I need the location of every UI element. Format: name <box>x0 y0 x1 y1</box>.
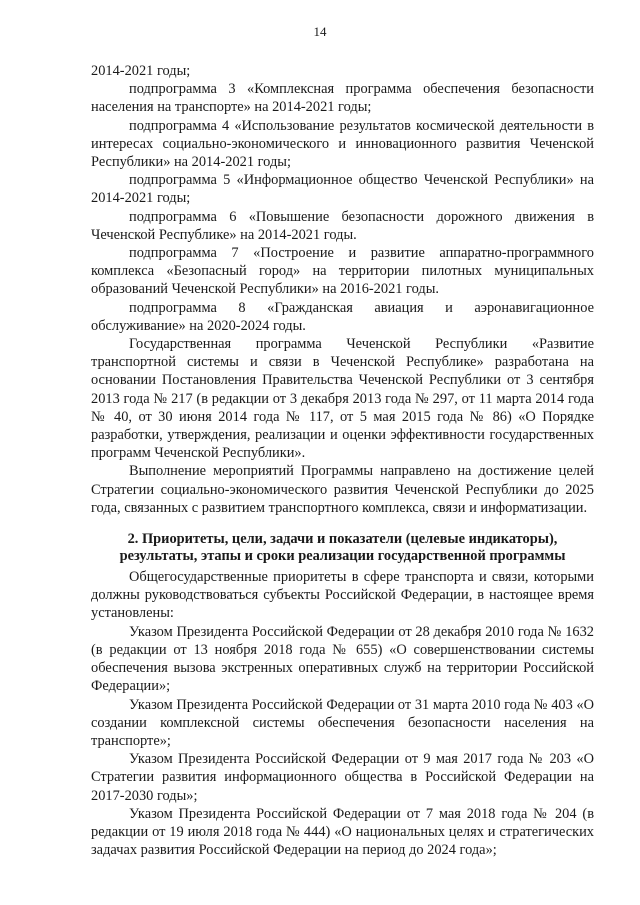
paragraph: подпрограмма 5 «Информационное общество Чеченской Республики» на 2014-2021 годы; <box>91 172 594 207</box>
section-heading-line: 2. Приоритеты, цели, задачи и показатели (целевые индикаторы), <box>127 531 558 548</box>
page-number: 14 <box>313 24 327 39</box>
section-heading-line: результаты, этапы и сроки реализации государственной программы <box>119 547 566 564</box>
paragraph: Указом Президента Российской Федерации от 7 мая 2018 года № 204 (в редакции от 19 июля 2018 года № 444) «О национальных целях и стратегических задачах развития Российской Федерации на период до 2024 года»; <box>91 805 594 859</box>
paragraph: Указом Президента Российской Федерации от 31 марта 2010 года № 403 «О создании комплексной системы обеспечения безопасности населения на транспорте»; <box>91 696 594 749</box>
paragraph: подпрограмма 6 «Повышение безопасности дорожного движения в Чеченской Республике» на 2014-2021 годы. <box>91 208 594 243</box>
paragraph: Указом Президента Российской Федерации от 28 декабря 2010 года № 1632 (в редакции от 13 ноября 2018 года № 655) «О совершенствовании системы обеспечения вызова экстренных оперативных служб на территории Российской Федерации»; <box>91 623 594 695</box>
paragraph: подпрограмма 8 «Гражданская авиация и аэронавигационное обслуживание» на 2020-2024 годы. <box>91 299 594 334</box>
paragraph: Указом Президента Российской Федерации от 9 мая 2017 года № 203 «О Стратегии развития информационного общества в Российской Федерации на 2017-2030 годы»; <box>91 751 594 804</box>
paragraph: Государственная программа Чеченской Республики «Развитие транспортной системы и связи в Чеченской Республике» разработана на основании Постановления Правительства Чеченской Республики от 3 сентября 2013 года № 217 (в редакции от 3 декабря 2013 года № 297, от 11 марта 2014 года № 40, от 30 июня 2014 года № 117, от 5 мая 2015 года № 86) «О Порядке разработки, утверждения, реализации и оценки эффективности государственных программ Чеченской Республики». <box>91 336 594 462</box>
paragraph: подпрограмма 3 «Комплексная программа обеспечения безопасности населения на транспорте» на 2014-2021 годы; <box>91 81 594 116</box>
paragraph: подпрограмма 4 «Использование результатов космической деятельности в интересах социально-экономического и инновационного развития Чеченской Республики» на 2014-2021 годы; <box>91 117 594 171</box>
paragraph: Общегосударственные приоритеты в сфере транспорта и связи, которыми должны руководствоваться субъекты Российской Федерации, в настоящее время установлены: <box>91 569 594 622</box>
paragraph: подпрограмма 7 «Построение и развитие аппаратно-программного комплекса «Безопасный город» на территории пилотных муниципальных образований Чеченской Республики» на 2016-2021 годы. <box>91 245 594 298</box>
paragraph: Выполнение мероприятий Программы направлено на достижение целей Стратегии социально-экономического развития Чеченской Республики до 2025 года, связанных с развитием транспортного комплекса, связи и информатизации. <box>91 463 594 516</box>
section-heading <box>91 531 594 564</box>
document-body <box>91 62 594 859</box>
paragraph: 2014-2021 годы; <box>91 63 191 79</box>
